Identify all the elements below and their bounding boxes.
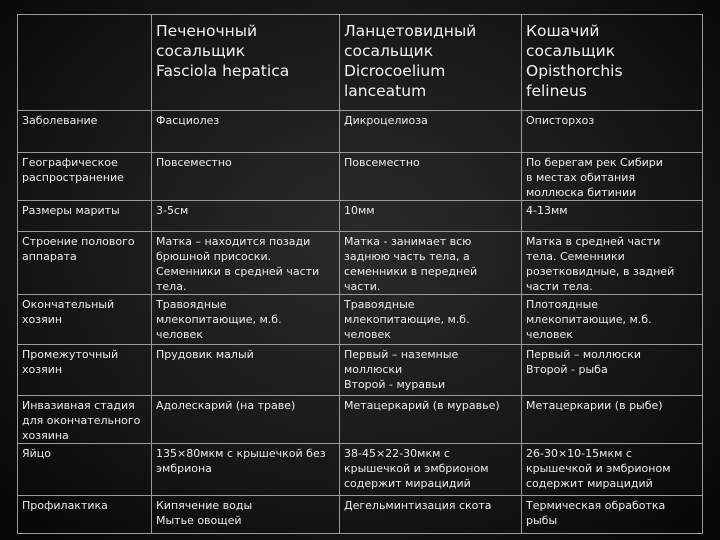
table-row: [18, 496, 703, 534]
table-cell: Кипячение воды Мытье овощей: [152, 496, 340, 534]
table-cell: Плотоядные млекопитающие, м.б. человек: [522, 295, 703, 345]
table-cell: Термическая обработка рыбы: [522, 496, 703, 534]
table-cell: По берегам рек Сибири в местах обитания моллюска битинии: [522, 153, 703, 201]
table-cell: Метацеркарий (в муравье): [340, 396, 522, 444]
row-label: Яйцо: [18, 444, 152, 496]
table-row: [18, 345, 703, 396]
table-cell: Адолескарий (на траве): [152, 396, 340, 444]
table-cell: 135×80мкм с крышечкой без эмбриона: [152, 444, 340, 496]
trematode-comparison-table: [17, 14, 703, 534]
row-label: Инвазивная стадия для окончательного хозяина: [18, 396, 152, 444]
row-label: Размеры мариты: [18, 201, 152, 232]
row-label: Промежуточный хозяин: [18, 345, 152, 396]
table-header-row: [18, 15, 703, 111]
table-cell: Матка в средней части тела. Семенники розетковидные, в задней части тела.: [522, 232, 703, 295]
table-cell: 10мм: [340, 201, 522, 232]
table-row: [18, 201, 703, 232]
table-cell: Метацеркарии (в рыбе): [522, 396, 703, 444]
row-label: Профилактика: [18, 496, 152, 534]
table-cell: Травоядные млекопитающие, м.б. человек: [340, 295, 522, 345]
header-cell-dicrocoelium: Ланцетовидный сосальщик Dicrocoelium lanceatum: [340, 15, 522, 111]
table-cell: Травоядные млекопитающие, м.б. человек: [152, 295, 340, 345]
table-cell: 26-30×10-15мкм с крышечкой и эмбрионом содержит мирацидий: [522, 444, 703, 496]
row-label: Строение полового аппарата: [18, 232, 152, 295]
table-cell: Повсеместно: [340, 153, 522, 201]
table-cell: Дегельминтизация скота: [340, 496, 522, 534]
table-cell: Прудовик малый: [152, 345, 340, 396]
row-label: Географическое распространение: [18, 153, 152, 201]
table-row: [18, 396, 703, 444]
table-cell: Матка – находится позади брюшной присоски. Семенники в средней части тела.: [152, 232, 340, 295]
row-label: Окончательный хозяин: [18, 295, 152, 345]
table-row: [18, 232, 703, 295]
table-cell: Первый – моллюски Второй - рыба: [522, 345, 703, 396]
table-cell: Дикроцелиоза: [340, 111, 522, 153]
table-row: [18, 444, 703, 496]
table-cell: Описторхоз: [522, 111, 703, 153]
table-cell: 38-45×22-30мкм с крышечкой и эмбрионом содержит мирацидий: [340, 444, 522, 496]
table-cell: Матка - занимает всю заднюю часть тела, а семенники в передней части.: [340, 232, 522, 295]
table-row: [18, 153, 703, 201]
table-cell: 3-5см: [152, 201, 340, 232]
table-cell: Фасциолез: [152, 111, 340, 153]
table-cell: Первый – наземные моллюски Второй - муравьи: [340, 345, 522, 396]
header-cell-empty: [18, 15, 152, 111]
row-label: Заболевание: [18, 111, 152, 153]
header-cell-fasciola: Печеночный сосальщик Fasciola hepatica: [152, 15, 340, 111]
table-row: [18, 111, 703, 153]
header-cell-opisthorchis: Кошачий сосальщик Opisthorchis felineus: [522, 15, 703, 111]
table-cell: Повсеместно: [152, 153, 340, 201]
table-row: [18, 295, 703, 345]
table-cell: 4-13мм: [522, 201, 703, 232]
